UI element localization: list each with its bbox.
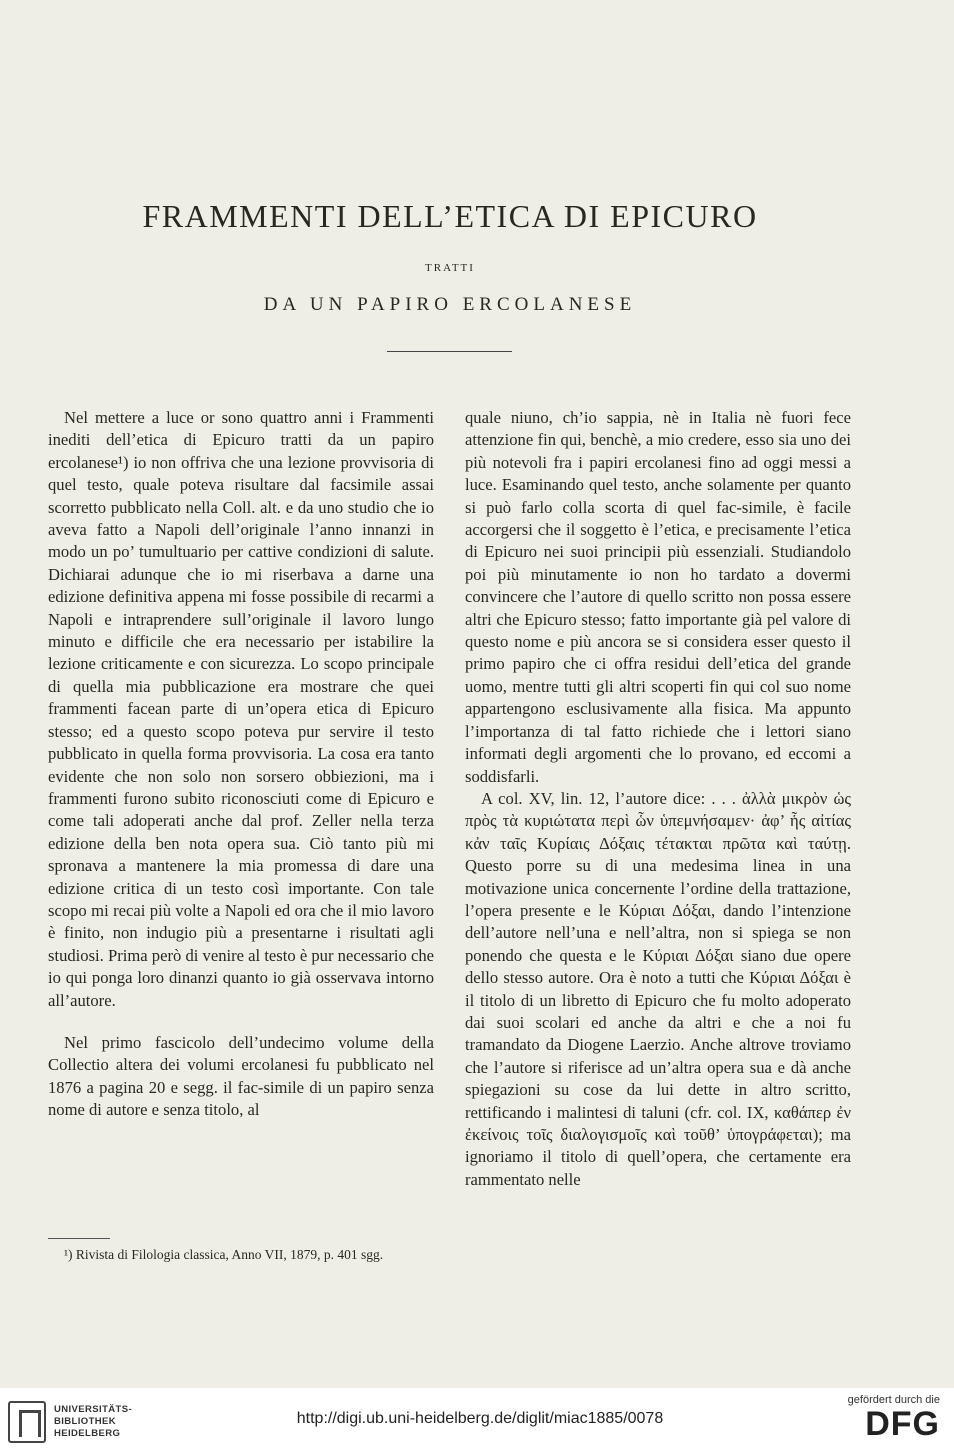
dfg-wordmark: DFG [865, 1405, 940, 1443]
subtitle: DA UN PAPIRO ERCOLANESE [263, 294, 637, 315]
paragraph: Nel mettere a luce or sono quattro anni i Frammenti inediti dell’etica di Epicuro tratti da un papiro ercolanese¹) io non offriva che una lezione provvisoria di quel testo, quale poteva risultare dal facsimile assai scorretto pubblicato nella Coll. alt. e da uno studio che io aveva fatto a Napoli dell’originale l’anno innanzi in modo un po’ tumultuario per cattive condizioni di salute. Dichiarai adunque che io mi riserbava a darne una edizione definitiva appena mi fosse possibile di recarmi a Napoli e intraprendere sull’originale il lavoro lungo minuto e difficile che era necessario per istabilire la lezione criticamente e con sicurezza. Lo scopo principale di quella mia pubblicazione era mostrare che quei frammenti facean parte di un’opera etica di Epicuro stesso; ed a questo scopo poteva pur servire il testo pubblicato in quella forma provvisoria. La cosa era tanto evidente che non solo non sorsero obbiezioni, ma i frammenti furono subito riconosciuti come di Epicuro e come tali adoperati anche dal prof. Zeller nella terza edizione della ben nota opera sua. Ciò tanto più mi spronava a mantenere la mia promessa di dare una edizione critica di un testo così importante. Con tale scopo mi recai più volte a Napoli ed ora che il mio lavoro è finito, non indugio più a presentarne i risultati agli studiosi. Prima però di venire al testo è pur necessario che io qui ponga loro dinanzi quanto io già osservava intorno all’autore. [48, 408, 434, 1010]
title-rule [387, 351, 512, 352]
page-title: FRAMMENTI DELL’ETICA DI EPICURO [142, 198, 758, 234]
footnote: ¹) Rivista di Filologia classica, Anno VII, 1879, p. 401 sgg. [64, 1247, 384, 1262]
subtitle-small: TRATTI [425, 262, 475, 274]
paragraph: Nel primo fascicolo dell’undecimo volume della Collectio altera dei volumi ercolanesi fu pubblicato nel 1876 a pagina 20 e segg. il fac-simile di un papiro senza nome di autore e senza titolo, al [48, 1032, 434, 1120]
library-logo[interactable] [8, 1401, 148, 1445]
library-logo-icon [8, 1401, 46, 1443]
right-column [465, 407, 851, 1191]
permalink-url[interactable]: http://digi.ub.uni-heidelberg.de/diglit/miac1885/0078 [296, 1410, 664, 1427]
paragraph: A col. XV, lin. 12, l’autore dice: . . . ἀλλὰ μικρὸν ὡς πρὸς τὰ κυριώτατα περὶ ὧν ὑπεμνήσαμεν· ἀφ’ ἧς αἰτίας κἀν ταῖς Κυρίαις Δόξαις τέτακται πρῶτα καὶ ταύτῃ. Questo porre su di una medesima linea in una motivazione unica concernente l’ordine della trattazione, l’opera presente e le Κύριαι Δόξαι, dando l’intenzione dell’autore nell’una e nell’altra, non si spiega se non ponendo che questa e le Κύριαι Δόξαι siano due opere dello stesso autore. Ora è noto a tutti che Κύριαι Δόξαι è il titolo di un libretto di Epicuro che fu molto adoperato dai suoi scolari ed anche da altri e che a noi fu tramandato da Diogene Laerzio. Anche altrove troviamo che l’autore si riferisce ad un’altra opera sua e dà anche spiegazioni su cose da lui dette in altro scritto, rettificando i malintesi di taluni (cfr. col. IX, καθάπερ ἐν ἐκείνοις τοῖς διαλογισμοῖς καὶ τοῦθ’ ὑπογράφεται); ma ignoriamo il titolo di quell’opera, che certamente era rammentato nelle [465, 788, 851, 1189]
footer-bar [0, 1388, 954, 1455]
paragraph: quale niuno, ch’io sappia, nè in Italia nè fuori fece attenzione fin qui, benchè, a mio credere, esso sia uno dei più notevoli fra i papiri ercolanesi fino ad oggi messi a luce. Esaminando quel testo, anche solamente per quanto si può farlo colla scorta di quel fac-simile, è facile accorgersi che il soggetto è l’etica, e precisamente l’etica di Epicuro nei suoi principii più essenziali. Studiandolo poi più minutamente io non ho tardato a dovermi convincere che l’autore di quello scritto non possa essere altri che Epicuro stesso; fatto importante già pel valore di questo nome e più ancora se si considera esser questo il primo papiro che ci offra residui dell’etica del grande uomo, mentre tutti gli altri scoperti fin qui col suo nome appartengono esclusivamente alla fisica. Ma appunto l’importanza di tal fatto richiede che i lettori siano informati degli argomenti che lo provano, ed eccomi a soddisfarli. [465, 408, 851, 786]
footnote-rule [48, 1238, 110, 1239]
funded-by-label: gefördert durch die [847, 1394, 940, 1406]
left-column [48, 407, 434, 1122]
library-name: UNIVERSITÄTS- BIBLIOTHEK HEIDELBERG [54, 1404, 133, 1439]
dfg-logo[interactable] [830, 1394, 940, 1442]
